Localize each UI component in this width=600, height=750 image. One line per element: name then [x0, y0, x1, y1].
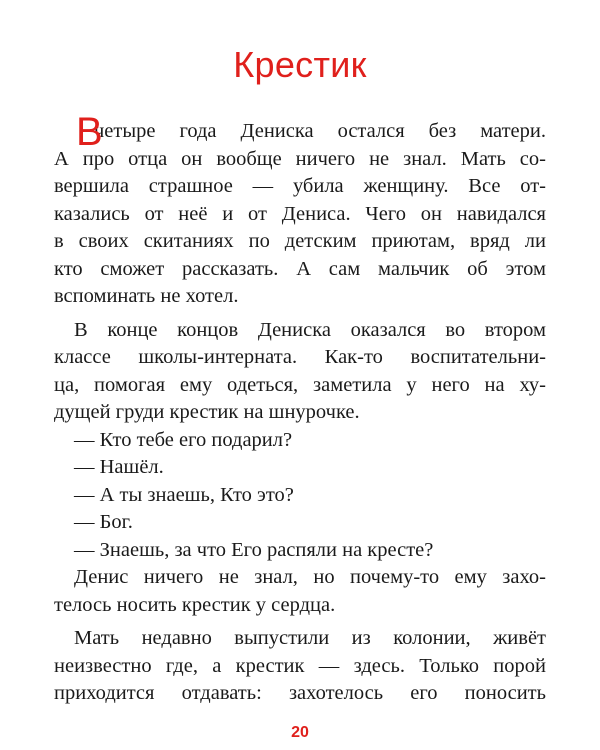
page-number: 20: [291, 724, 309, 741]
text-line: четыре года Дениска остался без матери.: [94, 120, 546, 142]
dialogue-line: — Кто тебе его подарил?: [74, 428, 293, 451]
dialogue-line: — А ты знаешь, Кто это?: [74, 483, 294, 506]
text-line: казались от неё и от Дениса. Чего он навидался: [54, 202, 546, 225]
text-line: В конце концов Дениска оказался во втором: [74, 318, 546, 341]
chapter-title: Крестик: [233, 44, 367, 85]
text-line: Денис ничего не знал, но почему-то ему захо-: [74, 566, 546, 588]
text-line: классе школы-интерната. Как-то воспитательни-: [54, 346, 546, 368]
text-line: вспоминать не хотел.: [54, 285, 239, 307]
story-text: [54, 110, 546, 708]
dialogue-line: — Знаешь, за что Его распяли на кресте?: [74, 538, 434, 561]
dialogue-line: — Бог.: [74, 511, 133, 533]
text-line: приходится отдавать: захотелось его поносить: [54, 682, 546, 704]
text-line: вершила страшное — убила женщину. Все от-: [54, 175, 546, 197]
text-line: ца, помогая ему одеться, заметила у него на ху-: [54, 373, 546, 396]
dialogue-line: — Нашёл.: [74, 456, 164, 478]
text-line: неизвестно где, а крестик — здесь. Только порой: [54, 654, 546, 677]
text-line: кто сможет рассказать. А сам мальчик об этом: [54, 257, 546, 280]
text-line: телось носить крестик у сердца.: [54, 593, 336, 616]
text-line: А про отца он вообще ничего не знал. Мать со-: [54, 147, 546, 170]
text-line: Мать недавно выпустили из колонии, живёт: [74, 627, 546, 649]
text-line: дущей груди крестик на шнурочке.: [54, 401, 360, 423]
drop-cap: В: [76, 110, 103, 154]
text-line: в своих скитаниях по детским приютам, вряд ли: [54, 230, 546, 252]
